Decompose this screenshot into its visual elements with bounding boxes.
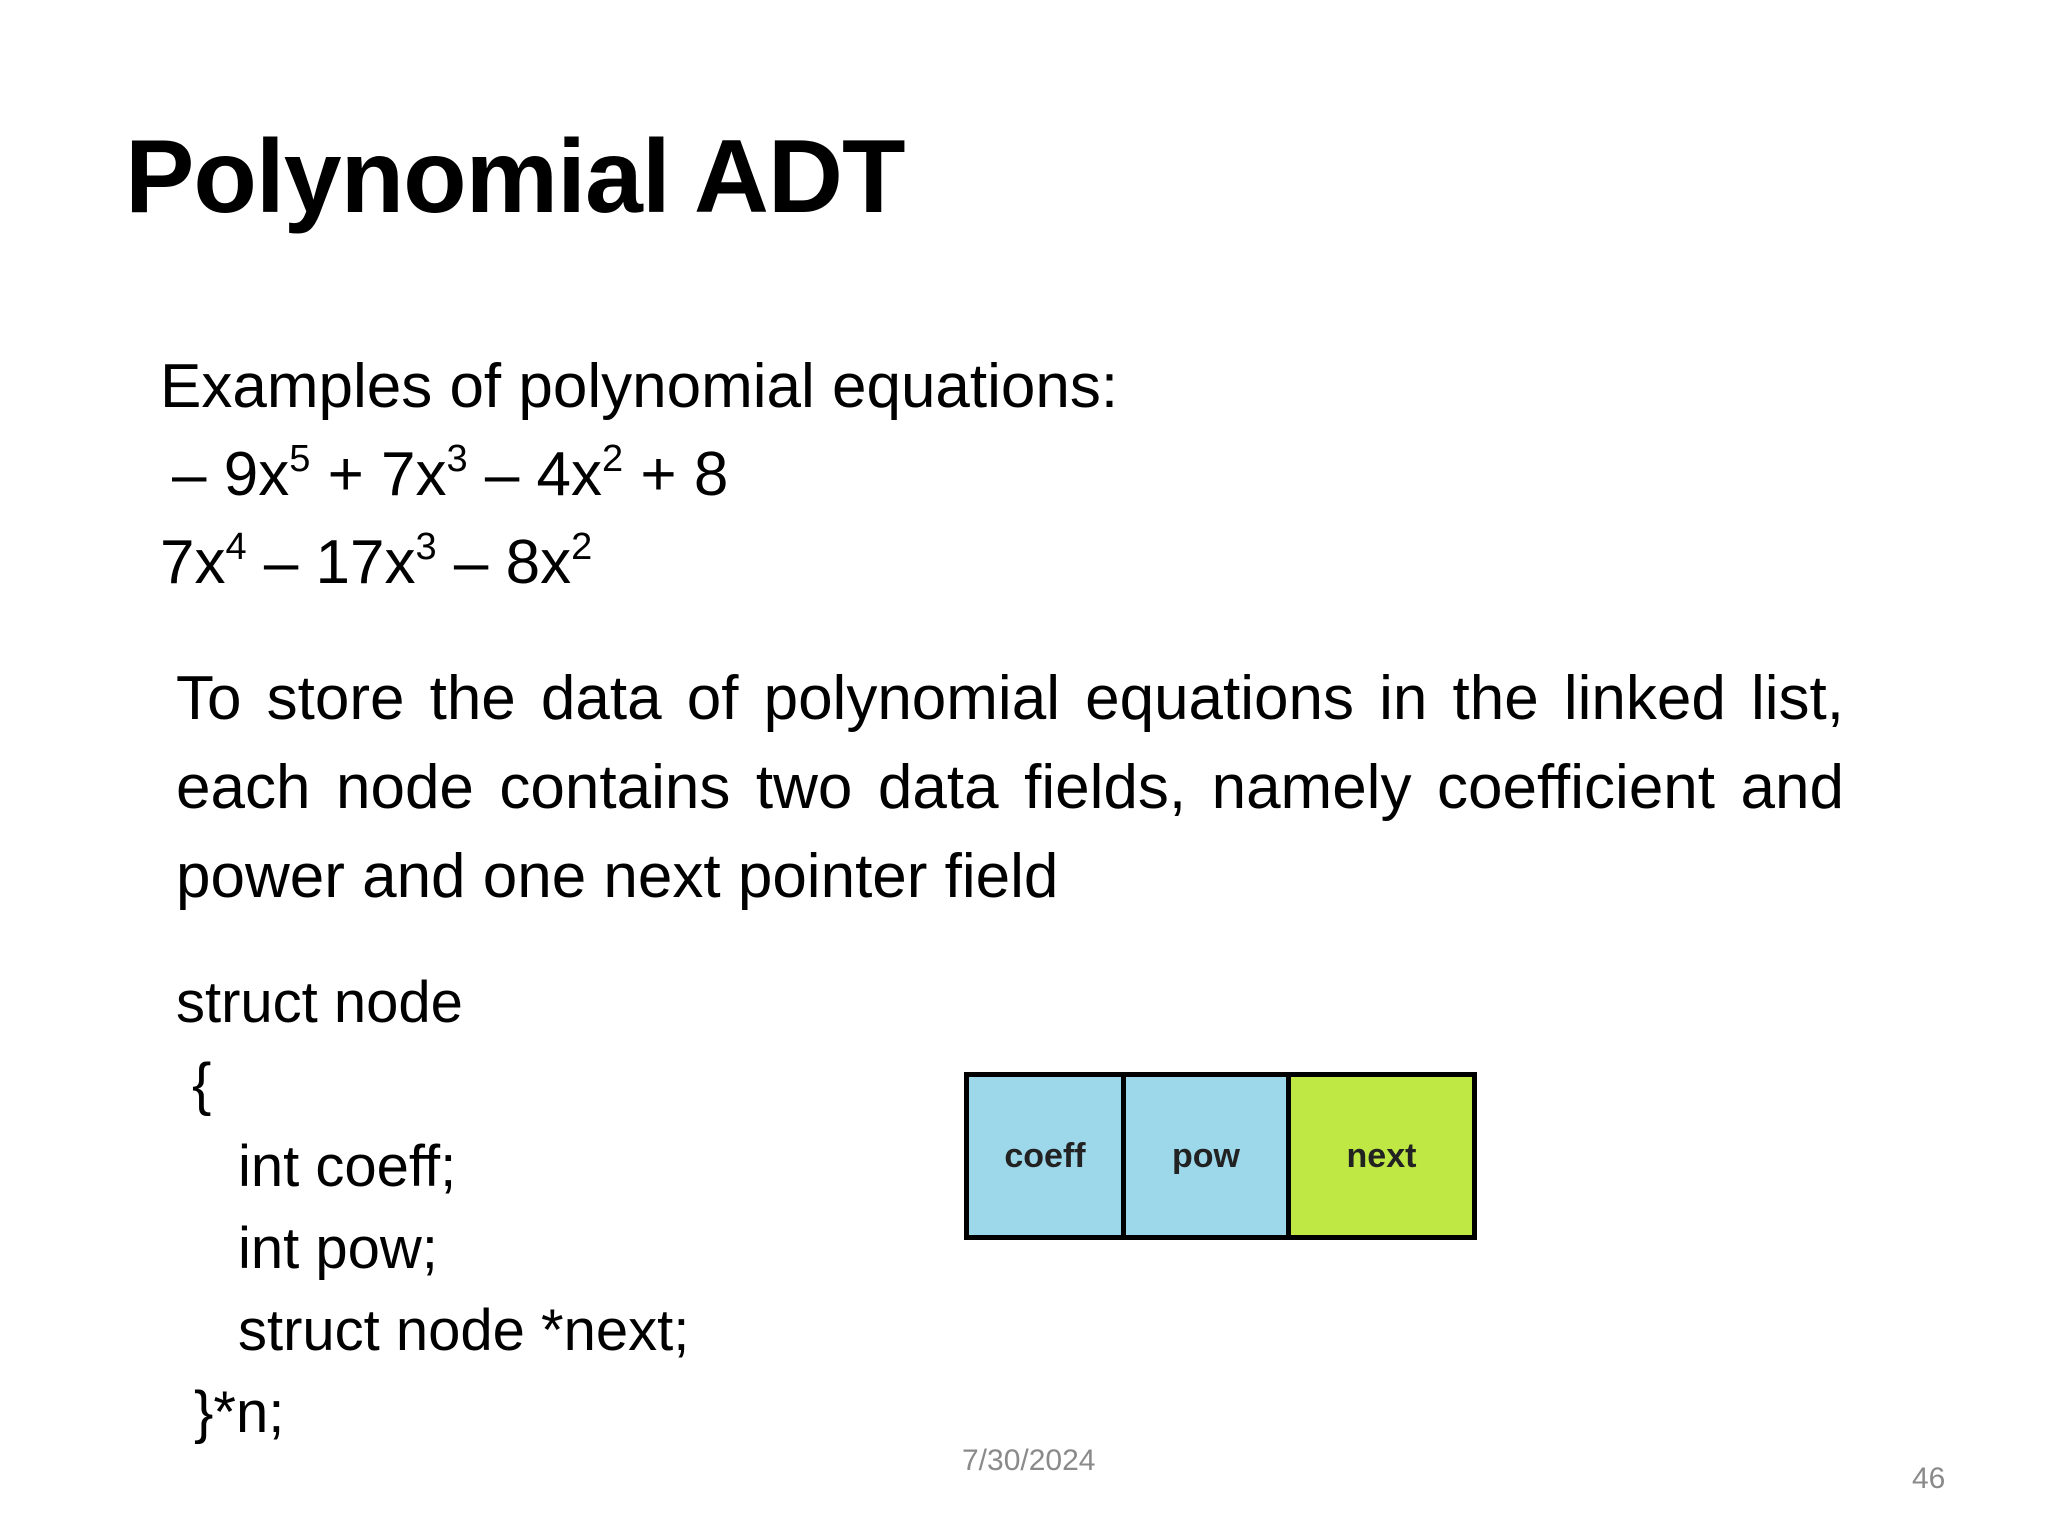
- code-line: {: [192, 1052, 212, 1117]
- slide-date: 7/30/2024: [962, 1444, 1096, 1477]
- description-paragraph: To store the data of polynomial equations in the linked list, each node contains two data fields, namely coefficient and power and one next pointer field: [176, 664, 1844, 911]
- equation-2-exponent: 2: [571, 526, 593, 568]
- code-line: int pow;: [238, 1216, 438, 1281]
- node-field-coeff: coeff: [969, 1077, 1126, 1235]
- equation-2-exponent: 4: [225, 526, 247, 568]
- examples-block: [160, 343, 1118, 607]
- code-line: struct node: [176, 970, 463, 1035]
- equation-2-term: – 17x: [246, 528, 416, 597]
- slide-title: Polynomial ADT: [125, 119, 905, 235]
- equation-2: [160, 519, 1118, 607]
- page-number: 46: [1912, 1462, 1946, 1495]
- equation-2-term: 7x: [160, 528, 226, 597]
- struct-code-block: [176, 962, 689, 1454]
- node-field-next: next: [1291, 1077, 1472, 1235]
- code-line: struct node *next;: [238, 1298, 690, 1363]
- equation-2-term: – 8x: [436, 528, 572, 597]
- equation-1-term: – 9x: [172, 440, 290, 509]
- equation-1-term: + 8: [623, 440, 729, 509]
- equation-1-exponent: 3: [446, 438, 468, 480]
- node-field-pow: pow: [1126, 1077, 1291, 1235]
- equation-1-term: – 4x: [467, 440, 603, 509]
- examples-heading: Examples of polynomial equations:: [160, 352, 1119, 421]
- code-line: int coeff;: [238, 1134, 457, 1199]
- code-line: }*n;: [194, 1380, 285, 1445]
- equation-2-exponent: 3: [415, 526, 437, 568]
- equation-1-exponent: 2: [602, 438, 624, 480]
- node-diagram: [964, 1072, 1477, 1240]
- equation-1: [160, 431, 1118, 519]
- equation-1-exponent: 5: [289, 438, 311, 480]
- equation-1-term: + 7x: [310, 440, 447, 509]
